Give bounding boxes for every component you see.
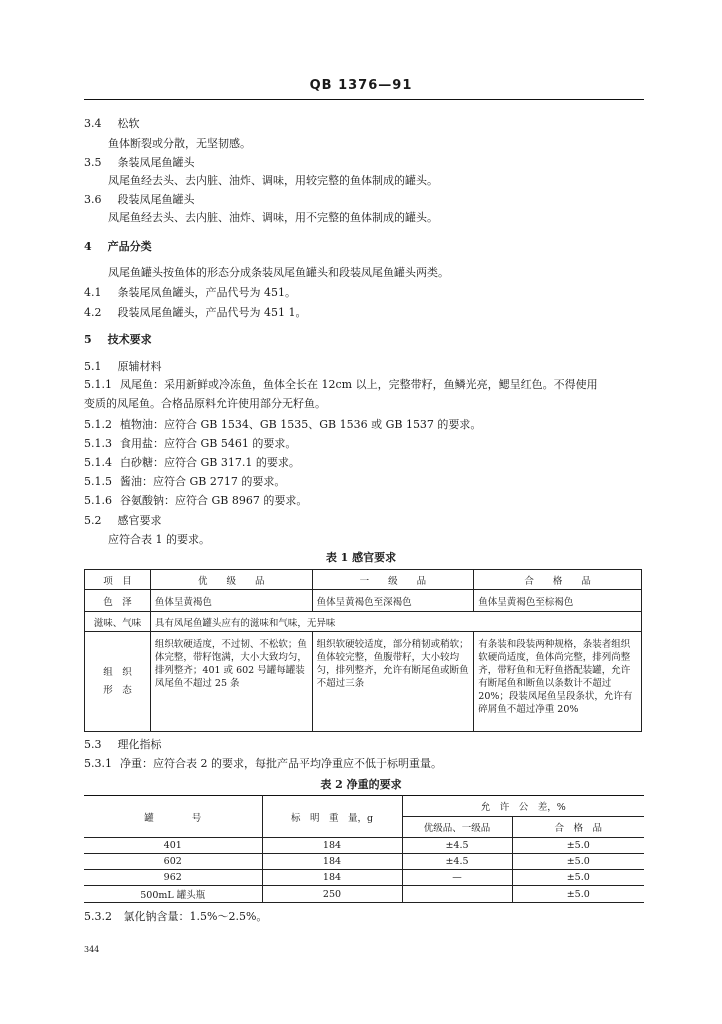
t2-can: 602 xyxy=(84,854,262,870)
sensory-table xyxy=(84,569,642,732)
clause-number: 5.3.1 xyxy=(84,757,112,770)
clause-number: 4.1 xyxy=(84,286,102,299)
t1-header-premium: 优 级 品 xyxy=(150,570,312,590)
t2-weight: 184 xyxy=(262,854,402,870)
clause-5-3-2 xyxy=(84,910,267,924)
t2-can: 500mL 罐头瓶 xyxy=(84,886,262,903)
clause-number: 5.1 xyxy=(84,360,102,373)
t1-item-texture: 组 织 形 态 xyxy=(85,632,151,732)
paragraph-text: 应符合表 1 的要求。 xyxy=(108,533,210,546)
body-line xyxy=(84,475,285,489)
clause-number: 5.1.4 xyxy=(84,456,112,469)
body-line xyxy=(108,266,449,280)
body-line xyxy=(84,437,296,451)
clause-text: 白砂糖：应符合 GB 317.1 的要求。 xyxy=(120,456,300,469)
body-line xyxy=(84,418,481,432)
clause-number: 5.1.1 xyxy=(84,378,112,391)
t1-item-color: 色 泽 xyxy=(85,590,151,612)
clause-number: 4 xyxy=(84,240,92,253)
t2-tol2: ±5.0 xyxy=(512,870,644,886)
t1-color-premium: 鱼体呈黄褐色 xyxy=(150,590,312,612)
clause-text: 段装凤尾鱼罐头 xyxy=(117,193,195,206)
body-line xyxy=(84,397,326,411)
t2-can: 401 xyxy=(84,838,262,854)
clause-text: 段装凤尾鱼罐头，产品代号为 451 1。 xyxy=(117,306,307,319)
clause-number: 5.1.5 xyxy=(84,475,112,488)
t1-texture-qualified: 有条装和段装两种规格，条装者组织软硬尚适度，鱼体尚完整，排列尚整齐，带籽鱼和无籽鱼搭配装罐，允许有断尾鱼和断鱼以条数计不超过 20%；段装凤尾鱼呈段条状，允许有碎屑鱼不超过净重 20% xyxy=(474,632,642,732)
t1-color-qualified: 鱼体呈黄褐色至棕褐色 xyxy=(474,590,642,612)
clause-text: 松软 xyxy=(117,117,140,130)
t2-can: 962 xyxy=(84,870,262,886)
body-line xyxy=(84,156,195,170)
body-line xyxy=(84,378,598,392)
body-line xyxy=(84,240,152,254)
t2-tol2: ±5.0 xyxy=(512,854,644,870)
t1-header-first: 一 级 品 xyxy=(312,570,474,590)
clause-text: 原辅材料 xyxy=(117,360,162,373)
paragraph-text: 变质的凤尾鱼。合格品原料允许使用部分无籽鱼。 xyxy=(84,397,326,410)
paragraph-text: 凤尾鱼罐头按鱼体的形态分成条装凤尾鱼罐头和段装凤尾鱼罐头两类。 xyxy=(108,266,449,279)
clause-text: 感官要求 xyxy=(117,514,162,527)
body-line xyxy=(84,117,140,131)
body-line xyxy=(108,174,438,188)
clause-text: 植物油：应符合 GB 1534、GB 1535、GB 1536 或 GB 1537 的要求。 xyxy=(120,418,482,431)
t2-header-sub1: 优级品、一级品 xyxy=(402,817,512,838)
clause-number: 5.3 xyxy=(84,738,102,751)
body-line xyxy=(108,533,210,547)
body-line xyxy=(84,494,307,508)
net-weight-table xyxy=(84,795,644,903)
t2-tol2: ±5.0 xyxy=(512,838,644,854)
clause-text: 食用盐：应符合 GB 5461 的要求。 xyxy=(120,437,297,450)
clause-text: 酱油：应符合 GB 2717 的要求。 xyxy=(120,475,286,488)
clause-number: 3.4 xyxy=(84,117,102,130)
header-rule xyxy=(84,99,644,100)
standard-code-header: QB 1376—91 xyxy=(309,78,413,93)
body-line xyxy=(84,456,300,470)
clause-text: 条装尾凤鱼罐头，产品代号为 451。 xyxy=(117,286,296,299)
body-line xyxy=(84,514,162,528)
clause-number: 5.3.2 xyxy=(84,910,112,923)
t1-header-item: 项 目 xyxy=(85,570,151,590)
t2-tol1: — xyxy=(402,870,512,886)
t2-header-tolerance: 允 许 公 差，% xyxy=(402,796,644,817)
t1-taste-merged: 具有凤尾鱼罐头应有的滋味和气味，无异味 xyxy=(150,612,641,632)
t2-weight: 184 xyxy=(262,870,402,886)
body-line xyxy=(108,137,251,151)
t2-tol1: ±4.5 xyxy=(402,854,512,870)
table2-caption: 表 2 净重的要求 xyxy=(320,778,402,791)
t2-tol2: ±5.0 xyxy=(512,886,644,903)
t2-tol1 xyxy=(402,886,512,903)
t2-weight: 184 xyxy=(262,838,402,854)
clause-number: 5.1.6 xyxy=(84,494,112,507)
body-line xyxy=(108,211,438,225)
clause-number: 5 xyxy=(84,333,92,346)
t1-header-qualified: 合 格 品 xyxy=(474,570,642,590)
clause-number: 5.2 xyxy=(84,514,102,527)
body-line xyxy=(84,333,152,347)
clause-number: 4.2 xyxy=(84,306,102,319)
paragraph-text: 凤尾鱼经去头、去内脏、油炸、调味，用不完整的鱼体制成的罐头。 xyxy=(108,211,438,224)
clause-number: 3.5 xyxy=(84,156,102,169)
t2-tol1: ±4.5 xyxy=(402,838,512,854)
clause-text: 净重：应符合表 2 的要求，每批产品平均净重应不低于标明重量。 xyxy=(120,757,442,770)
page-number: 344 xyxy=(84,945,100,954)
clause-number: 5.1.3 xyxy=(84,437,112,450)
t1-color-first: 鱼体呈黄褐色至深褐色 xyxy=(312,590,474,612)
body-line xyxy=(84,306,307,320)
clause-text: 理化指标 xyxy=(117,738,162,751)
paragraph-text: 凤尾鱼经去头、去内脏、油炸、调味，用较完整的鱼体制成的罐头。 xyxy=(108,174,438,187)
t2-header-sub2: 合 格 品 xyxy=(512,817,644,838)
t1-texture-first: 组织软硬较适度，部分稍韧或稍软；鱼体较完整，鱼腹带籽，大小较均匀，排列整齐，允许有断尾鱼或断鱼不超过三条 xyxy=(312,632,474,732)
body-line xyxy=(84,193,195,207)
table1-caption: 表 1 感官要求 xyxy=(325,551,397,564)
clause-text: 条装凤尾鱼罐头 xyxy=(117,156,195,169)
paragraph-text: 鱼体断裂或分散，无坚韧感。 xyxy=(108,137,251,150)
clause-text: 氯化钠含量：1.5%～2.5%。 xyxy=(123,910,268,923)
t2-header-weight: 标 明 重 量，g xyxy=(262,796,402,838)
clause-number: 5.1.2 xyxy=(84,418,112,431)
body-line xyxy=(84,360,162,374)
clause-text: 凤尾鱼：采用新鲜或冷冻鱼，鱼体全长在 12cm 以上，完整带籽，鱼鳞光亮，鳃呈红色。不得使用 xyxy=(120,378,598,391)
clause-text: 产品分类 xyxy=(107,240,152,253)
t2-header-can: 罐 号 xyxy=(84,796,262,838)
t1-texture-premium: 组织软硬适度，不过韧、不松软；鱼体完整，带籽饱满，大小大致均匀，排列整齐；401 或 602 号罐每罐装凤尾鱼不超过 25 条 xyxy=(150,632,312,732)
body-line xyxy=(84,286,296,300)
t1-item-taste: 滋味、气味 xyxy=(85,612,151,632)
clause-number: 3.6 xyxy=(84,193,102,206)
body-line xyxy=(84,757,442,771)
clause-text: 谷氨酸钠：应符合 GB 8967 的要求。 xyxy=(120,494,308,507)
clause-text: 技术要求 xyxy=(107,333,152,346)
body-line xyxy=(84,738,162,752)
t2-weight: 250 xyxy=(262,886,402,903)
